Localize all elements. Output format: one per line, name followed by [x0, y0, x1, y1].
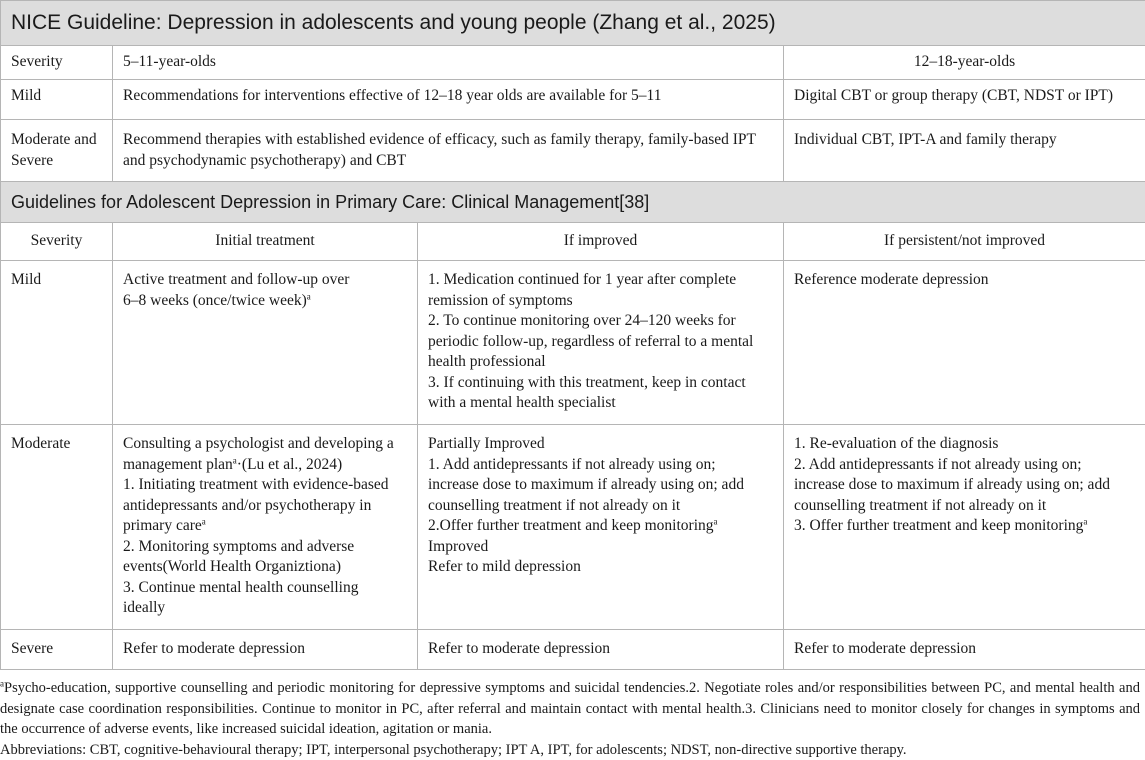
footnote-marker: a: [202, 517, 206, 527]
cell-line: increase dose to maximum if already using on; add: [428, 475, 773, 496]
header-severity: Severity: [1, 223, 113, 261]
primary-care-row-mild: [1, 261, 1145, 425]
severity-cell: [1, 425, 113, 630]
cell-line: 1. Medication continued for 1 year after complete: [428, 270, 773, 291]
header-if-improved: If improved: [418, 223, 784, 261]
cell-line: 3. If continuing with this treatment, keep in contact: [428, 373, 773, 394]
primary-care-title-row: [1, 182, 1145, 223]
cell-line: Improved: [428, 537, 773, 558]
cell-line: increase dose to maximum if already using on; add: [794, 475, 1135, 496]
cell-line: Consulting a psychologist and developing a: [123, 434, 407, 455]
cell-line: antidepressants and/or psychotherapy in: [123, 496, 407, 517]
footnote-marker: a: [233, 455, 237, 465]
initial-treatment-cell: [113, 425, 418, 630]
cell-line: health professional: [428, 352, 773, 373]
primary-care-header-row: [1, 223, 1145, 261]
if-persistent-cell: [784, 425, 1145, 630]
cell-line: remission of symptoms: [428, 291, 773, 312]
age-5-11-cell: [113, 80, 784, 120]
cell-line: 3. Offer further treatment and keep monitoring$^a$: [794, 516, 1135, 537]
primary-care-title: Guidelines for Adolescent Depression in Primary Care: Clinical Management[38]: [1, 182, 1145, 223]
footnote-marker: a: [0, 679, 4, 689]
cell-line: 2. To continue monitoring over 24–120 weeks for: [428, 311, 773, 332]
severity-cell: [1, 261, 113, 425]
table-footnotes: [0, 678, 1140, 760]
primary-care-row-severe: [1, 630, 1145, 670]
if-improved-cell: [418, 425, 784, 630]
severity-cell: [1, 630, 113, 670]
nice-header-5-11: 5–11-year-olds: [113, 46, 784, 80]
cell-line: counselling treatment if not already on it: [794, 496, 1135, 517]
cell-line: Mild: [11, 270, 102, 291]
cell-line: Mild: [11, 86, 102, 107]
footnote-marker: a: [714, 517, 718, 527]
cell-line: Moderate: [11, 434, 102, 455]
cell-line: Severe: [11, 151, 102, 172]
cell-line: Individual CBT, IPT-A and family therapy: [794, 130, 1135, 151]
cell-line: counselling treatment if not already on it: [428, 496, 773, 517]
cell-line: Severe: [11, 639, 102, 660]
cell-line: 1. Initiating treatment with evidence-based: [123, 475, 407, 496]
initial-treatment-cell: [113, 630, 418, 670]
cell-line: 3. Continue mental health counselling: [123, 578, 407, 599]
footnote-a: $^a$Psycho-education, supportive counselling and periodic monitoring for depressive symptoms and suicidal tendencies.2. Negotiate roles and/or responsibilities between PC, and mental health and designate case coordination responsibilities. Continue to monitor in PC, after referral and maintain contact with mental health.3. Clinicians need to monitor closely for changes in symptoms and the occurrence of adverse events, like increased suicidal ideation, agitation or mania.: [0, 678, 1140, 740]
cell-line: Moderate and: [11, 130, 102, 151]
primary-care-row-moderate: [1, 425, 1145, 630]
header-if-persistent: If persistent/not improved: [784, 223, 1145, 261]
abbreviations-note: Abbreviations: CBT, cognitive-behavioural therapy; IPT, interpersonal psychotherapy; IPT A, IPT, for adolescents; NDST, non-directive supportive therapy.: [0, 740, 1140, 760]
age-12-18-cell: [784, 80, 1145, 120]
footnote-marker: a: [1083, 517, 1087, 527]
cell-line: Refer to moderate depression: [428, 639, 773, 660]
if-improved-cell: [418, 630, 784, 670]
nice-header-12-18: 12–18-year-olds: [784, 46, 1145, 80]
age-5-11-cell: [113, 120, 784, 182]
cell-line: 1. Re-evaluation of the diagnosis: [794, 434, 1135, 455]
age-12-18-cell: [784, 120, 1145, 182]
nice-row-mild: [1, 80, 1145, 120]
cell-line: 6–8 weeks (once/twice week)$^a$: [123, 291, 407, 312]
initial-treatment-cell: [113, 261, 418, 425]
if-persistent-cell: [784, 261, 1145, 425]
cell-line: Recommend therapies with established evidence of efficacy, such as family therapy, family-based IPT: [123, 130, 773, 151]
severity-cell: [1, 80, 113, 120]
nice-title: NICE Guideline: Depression in adolescents and young people (Zhang et al., 2025): [1, 1, 1145, 46]
severity-cell: [1, 120, 113, 182]
cell-line: Partially Improved: [428, 434, 773, 455]
if-improved-cell: [418, 261, 784, 425]
if-persistent-cell: [784, 630, 1145, 670]
nice-header-row: [1, 46, 1145, 80]
cell-line: Refer to moderate depression: [794, 639, 1135, 660]
cell-line: Refer to mild depression: [428, 557, 773, 578]
cell-line: Refer to moderate depression: [123, 639, 407, 660]
cell-line: events(World Health Organiztiona): [123, 557, 407, 578]
cell-line: 2. Add antidepressants if not already using on;: [794, 455, 1135, 476]
cell-line: with a mental health specialist: [428, 393, 773, 414]
cell-line: 2.Offer further treatment and keep monitoring$^a$: [428, 516, 773, 537]
nice-row-moderate-severe: [1, 120, 1145, 182]
cell-line: and psychodynamic psychotherapy) and CBT: [123, 151, 773, 172]
cell-line: management plan$^a$·(Lu et al., 2024): [123, 455, 407, 476]
cell-line: 2. Monitoring symptoms and adverse: [123, 537, 407, 558]
cell-line: 1. Add antidepressants if not already using on;: [428, 455, 773, 476]
cell-line: Active treatment and follow-up over: [123, 270, 407, 291]
header-initial-treatment: Initial treatment: [113, 223, 418, 261]
nice-title-row: [1, 1, 1145, 46]
cell-line: Recommendations for interventions effective of 12–18 year olds are available for 5–11: [123, 86, 773, 107]
cell-line: Digital CBT or group therapy (CBT, NDST or IPT): [794, 86, 1135, 107]
nice-header-severity: Severity: [1, 46, 113, 80]
cell-line: Reference moderate depression: [794, 270, 1135, 291]
cell-line: periodic follow-up, regardless of referral to a mental: [428, 332, 773, 353]
footnote-marker: a: [307, 291, 311, 301]
cell-line: primary care$^a$: [123, 516, 407, 537]
cell-line: ideally: [123, 598, 407, 619]
